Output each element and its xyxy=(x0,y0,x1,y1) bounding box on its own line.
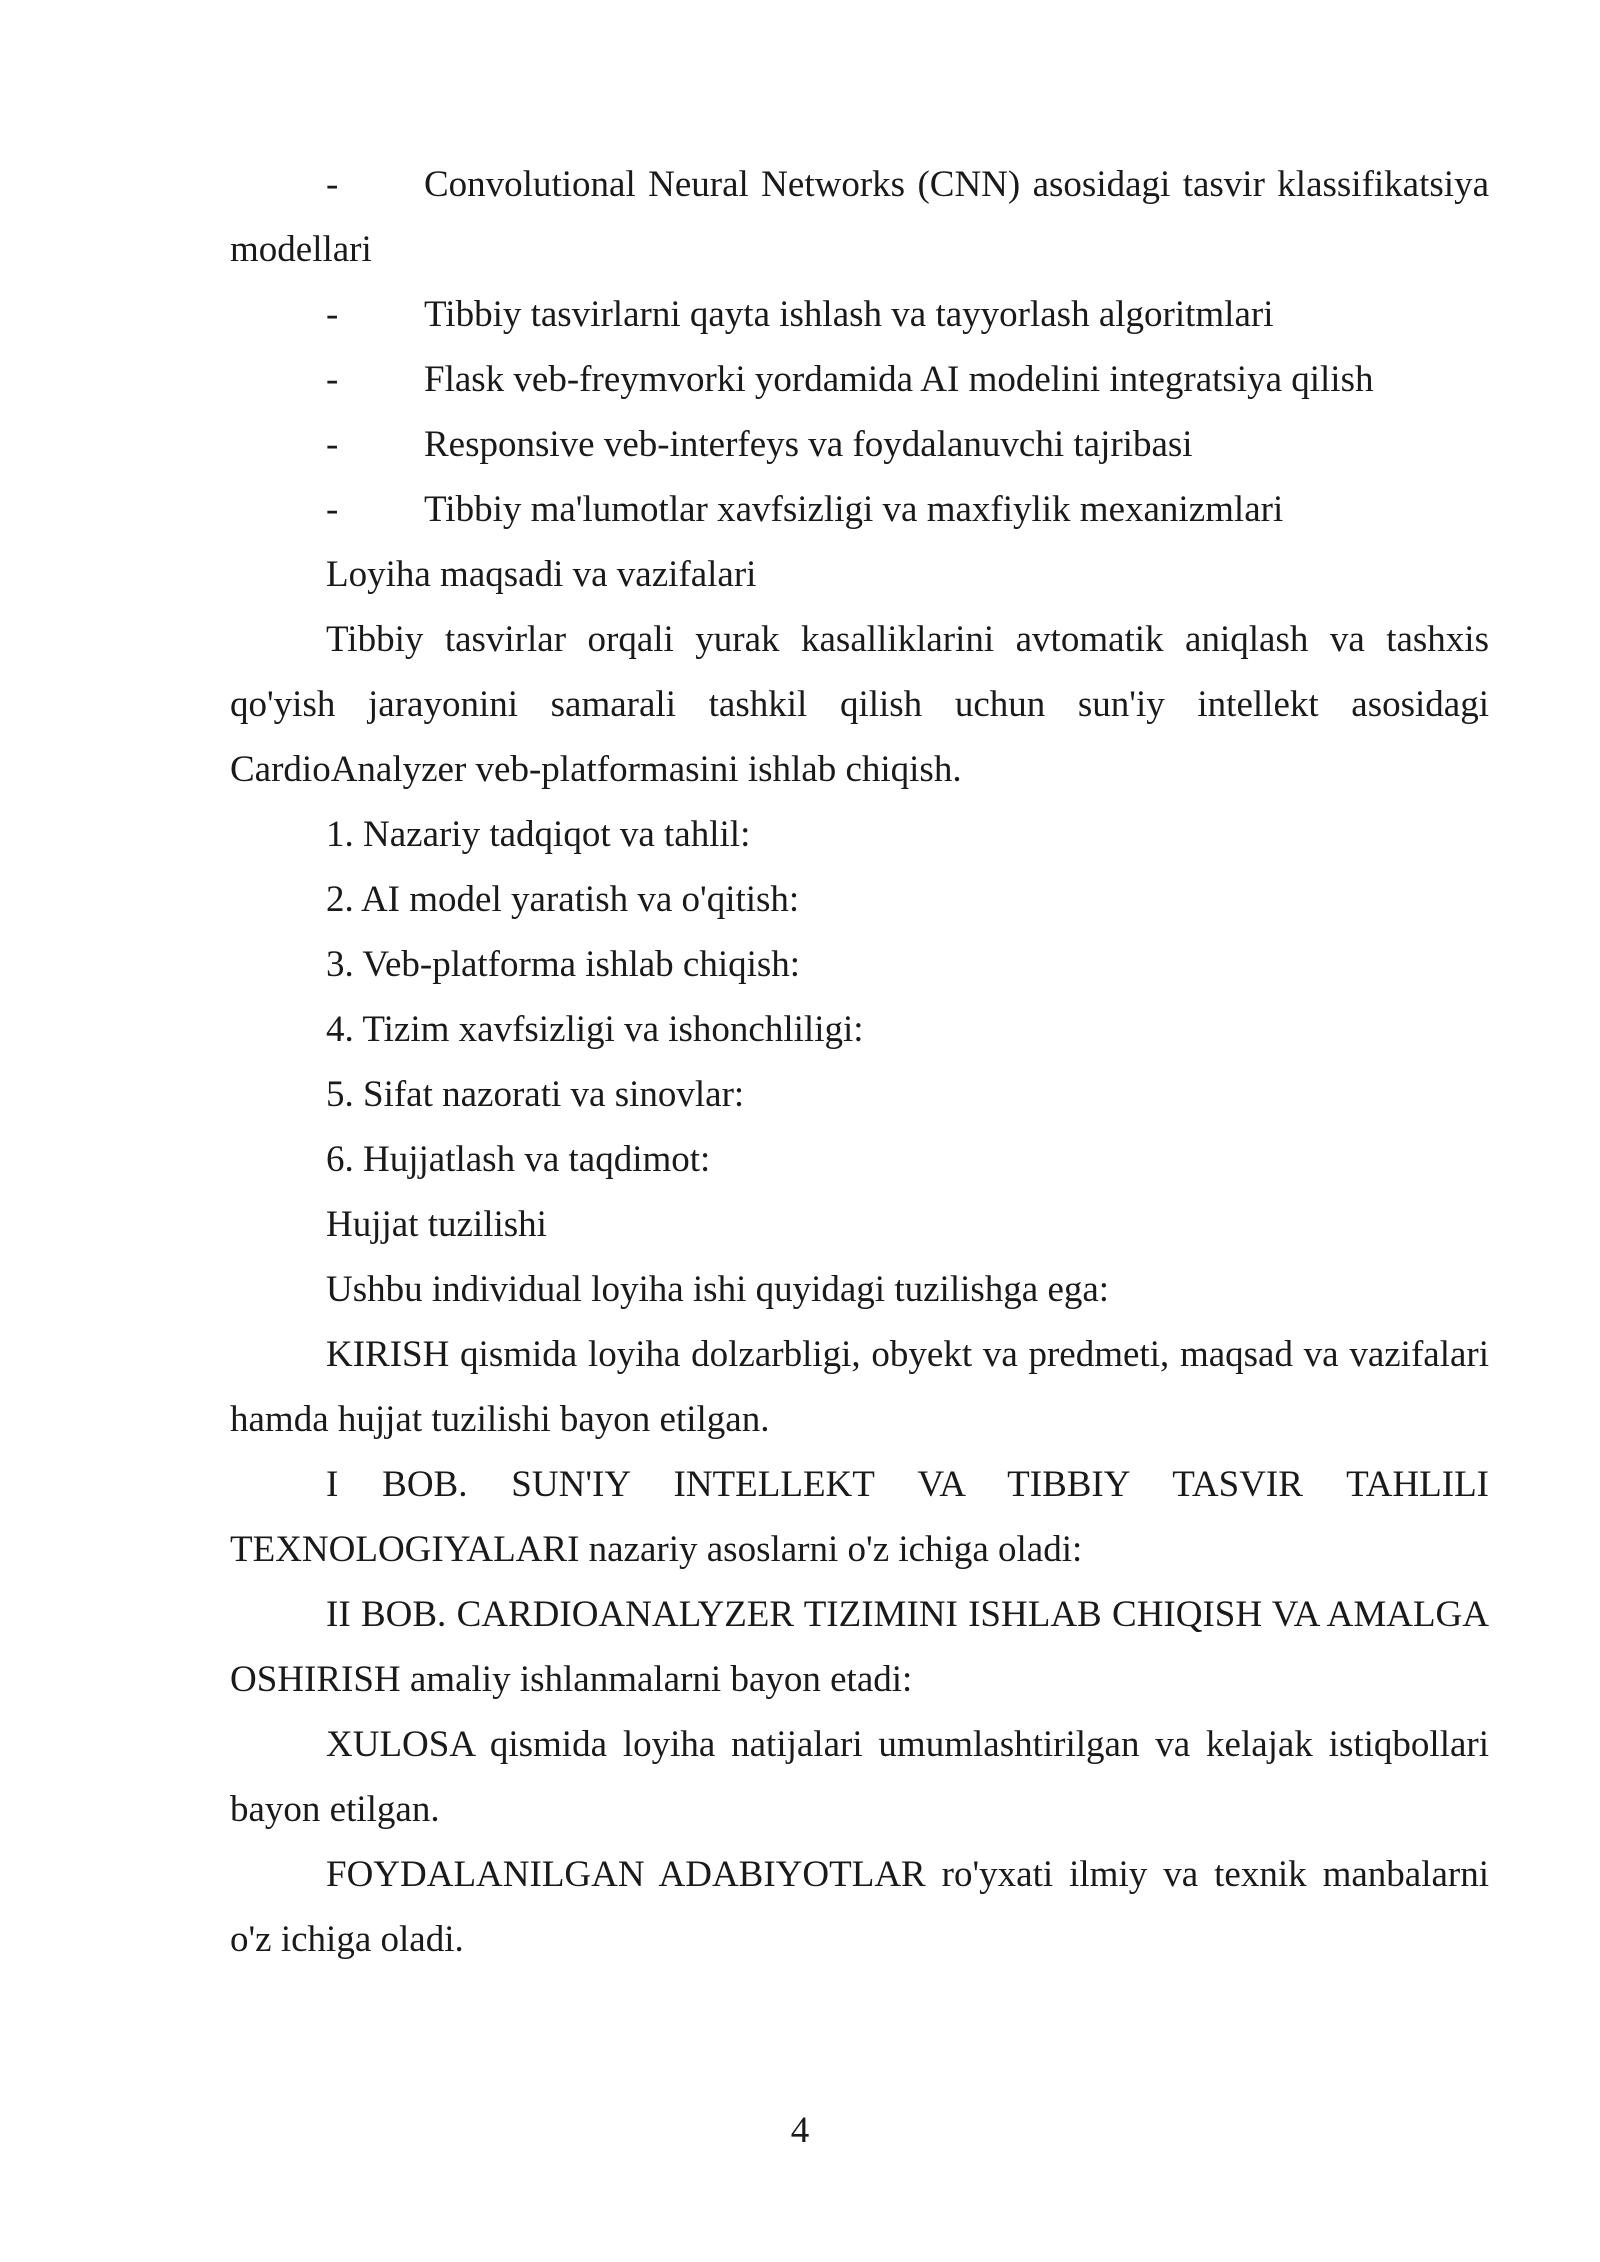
bullet-item-responsive xyxy=(230,412,1489,477)
bullet-text: Convolutional Neural Networks (CNN) asosidagi tasvir klassifikatsiya modellari xyxy=(230,164,1489,270)
bullet-dash: - xyxy=(326,294,339,335)
goal-paragraph: Tibbiy tasvirlar orqali yurak kasalliklarini avtomatik aniqlash va tashxis qo'yish jarayonini samarali tashkil qilish uchun sun'iy intellekt asosidagi CardioAnalyzer veb-platformasini ishlab chiqish. xyxy=(230,619,1489,790)
bullet-dash: - xyxy=(326,489,339,530)
bullet-item-security xyxy=(230,477,1489,542)
task-item: 5. Sifat nazorati va sinovlar: xyxy=(326,1074,745,1115)
structure-paragraph-chapter-1: I BOB. SUN'IY INTELLEKT VA TIBBIY TASVIR TAHLILI TEXNOLOGIYALARI nazariy asoslarni o'z ichiga oladi: xyxy=(230,1464,1489,1570)
bullet-item-flask xyxy=(230,347,1489,412)
bullet-item-preprocessing xyxy=(230,282,1489,347)
bullet-dash: - xyxy=(326,164,339,205)
page-content xyxy=(230,152,1489,1972)
structure-paragraph-chapter-2: II BOB. CARDIOANALYZER TIZIMINI ISHLAB CHIQISH VA AMALGA OSHIRISH amaliy ishlanmalarni bayon etadi: xyxy=(230,1594,1489,1700)
task-item: 2. AI model yaratish va o'qitish: xyxy=(326,879,800,920)
bullet-text: Flask veb-freymvorki yordamida AI modelini integratsiya qilish xyxy=(424,359,1374,400)
goals-heading: Loyiha maqsadi va vazifalari xyxy=(326,554,757,595)
structure-heading: Hujjat tuzilishi xyxy=(326,1204,547,1245)
page-number: 4 xyxy=(790,2110,810,2151)
structure-paragraph-references: FOYDALANILGAN ADABIYOTLAR ro'yxati ilmiy va texnik manbalarni o'z ichiga oladi. xyxy=(230,1854,1489,1960)
structure-paragraph-conclusion: XULOSA qismida loyiha natijalari umumlashtirilgan va kelajak istiqbollari bayon etilgan. xyxy=(230,1724,1489,1830)
bullet-text: Tibbiy ma'lumotlar xavfsizligi va maxfiylik mexanizmlari xyxy=(424,489,1284,530)
task-item: 4. Tizim xavfsizligi va ishonchliligi: xyxy=(326,1009,864,1050)
task-item: 6. Hujjatlash va taqdimot: xyxy=(326,1139,711,1180)
bullet-text: Responsive veb-interfeys va foydalanuvchi tajribasi xyxy=(424,424,1193,465)
bullet-text: Tibbiy tasvirlarni qayta ishlash va tayyorlash algoritmlari xyxy=(424,294,1274,335)
task-item: 3. Veb-platforma ishlab chiqish: xyxy=(326,944,801,985)
task-item: 1. Nazariy tadqiqot va tahlil: xyxy=(326,814,751,855)
bullet-dash: - xyxy=(326,359,339,400)
bullet-dash: - xyxy=(326,424,339,465)
structure-intro: Ushbu individual loyiha ishi quyidagi tuzilishga ega: xyxy=(326,1269,1110,1310)
structure-paragraph-intro: KIRISH qismida loyiha dolzarbligi, obyekt va predmeti, maqsad va vazifalari hamda hujjat tuzilishi bayon etilgan. xyxy=(230,1334,1489,1440)
bullet-item-cnn xyxy=(230,152,1489,282)
